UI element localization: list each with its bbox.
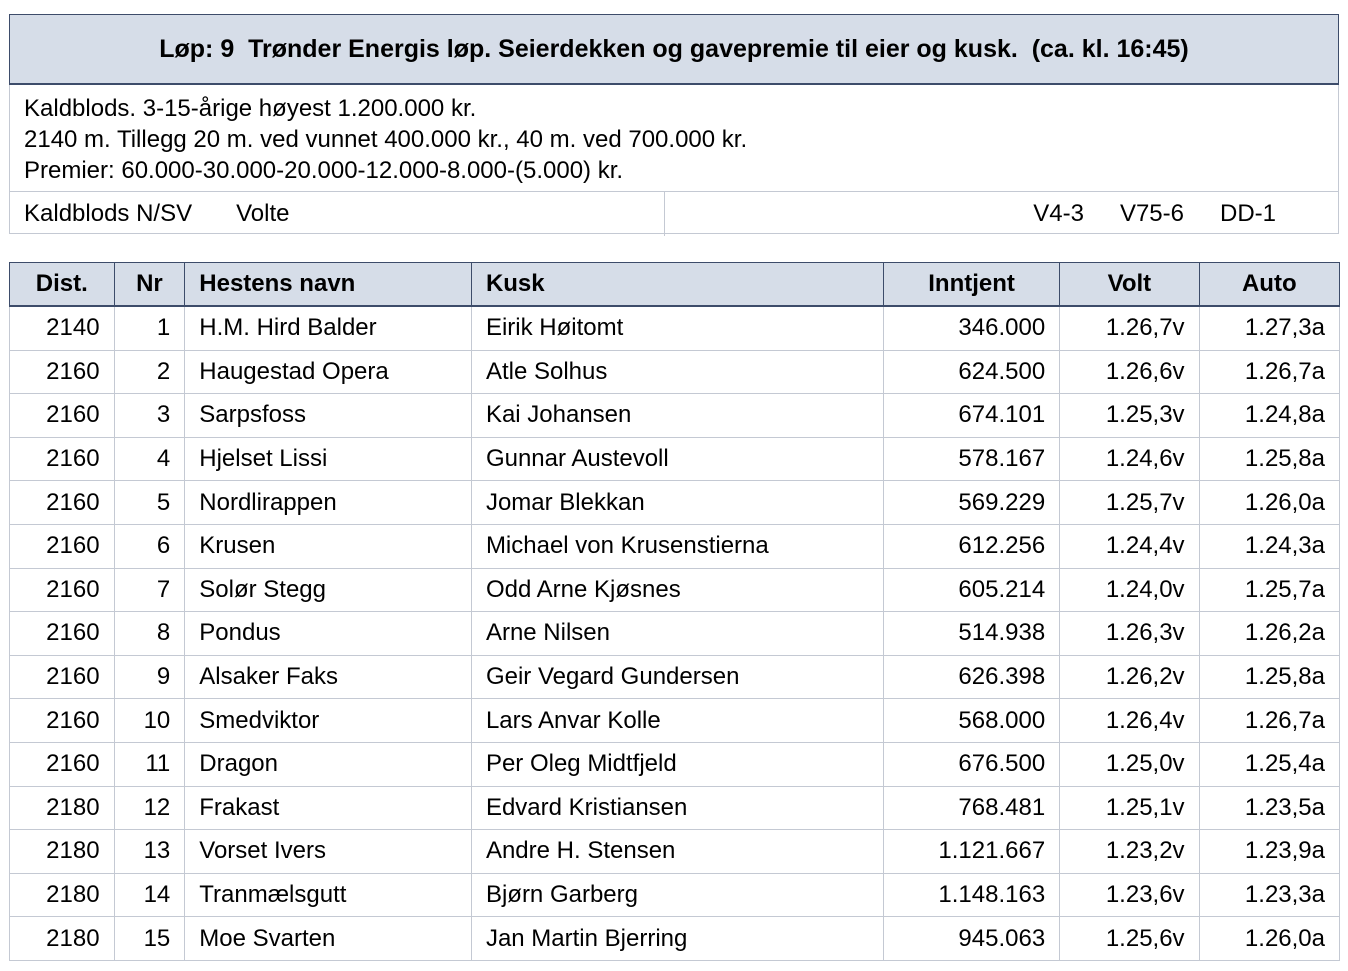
auto-cell: 1.26,2a	[1199, 612, 1339, 656]
nr-cell: 5	[114, 481, 185, 525]
header-dist: Dist.	[10, 263, 115, 307]
nr-cell: 3	[114, 394, 185, 438]
nr-cell: 7	[114, 568, 185, 612]
nr-cell: 9	[114, 655, 185, 699]
driver-cell: Per Oleg Midtfjeld	[471, 742, 883, 786]
driver-cell: Jan Martin Bjerring	[471, 917, 883, 961]
dist-cell: 2160	[10, 568, 115, 612]
dist-cell: 2160	[10, 394, 115, 438]
table-row	[10, 568, 1340, 612]
earnings-cell: 626.398	[883, 655, 1059, 699]
dist-cell: 2160	[10, 655, 115, 699]
dist-cell: 2180	[10, 917, 115, 961]
driver-cell: Odd Arne Kjøsnes	[471, 568, 883, 612]
table-row	[10, 612, 1340, 656]
table-row	[10, 917, 1340, 961]
driver-cell: Edvard Kristiansen	[471, 786, 883, 830]
auto-cell: 1.25,8a	[1199, 437, 1339, 481]
table-row	[10, 481, 1340, 525]
driver-cell: Bjørn Garberg	[471, 873, 883, 917]
horse-name-cell: Krusen	[185, 524, 472, 568]
race-footer	[10, 192, 1338, 236]
nr-cell: 12	[114, 786, 185, 830]
auto-cell: 1.26,7a	[1199, 350, 1339, 394]
nr-cell: 10	[114, 699, 185, 743]
horse-name-cell: Tranmælsgutt	[185, 873, 472, 917]
auto-cell: 1.24,8a	[1199, 394, 1339, 438]
game-types	[665, 192, 1338, 236]
volt-cell: 1.25,0v	[1060, 742, 1199, 786]
auto-cell: 1.27,3a	[1199, 306, 1339, 350]
earnings-cell: 945.063	[883, 917, 1059, 961]
nr-cell: 15	[114, 917, 185, 961]
dist-cell: 2160	[10, 742, 115, 786]
nr-cell: 13	[114, 830, 185, 874]
nr-cell: 6	[114, 524, 185, 568]
volt-cell: 1.26,6v	[1060, 350, 1199, 394]
table-row	[10, 655, 1340, 699]
game-type: V4-3	[1033, 200, 1084, 227]
race-condition-line: Premier: 60.000-30.000-20.000-12.000-8.000-(5.000) kr.	[24, 157, 624, 184]
horse-name-cell: Alsaker Faks	[185, 655, 472, 699]
driver-cell: Lars Anvar Kolle	[471, 699, 883, 743]
volt-cell: 1.26,4v	[1060, 699, 1199, 743]
header-volt: Volt	[1060, 263, 1199, 307]
driver-cell: Michael von Krusenstierna	[471, 524, 883, 568]
horse-name-cell: Pondus	[185, 612, 472, 656]
driver-cell: Arne Nilsen	[471, 612, 883, 656]
nr-cell: 8	[114, 612, 185, 656]
horse-name-cell: H.M. Hird Balder	[185, 306, 472, 350]
earnings-cell: 676.500	[883, 742, 1059, 786]
earnings-cell: 569.229	[883, 481, 1059, 525]
header-driver: Kusk	[471, 263, 883, 307]
dist-cell: 2160	[10, 612, 115, 656]
auto-cell: 1.26,7a	[1199, 699, 1339, 743]
table-header-row	[10, 263, 1340, 307]
auto-cell: 1.25,7a	[1199, 568, 1339, 612]
auto-cell: 1.23,3a	[1199, 873, 1339, 917]
nr-cell: 14	[114, 873, 185, 917]
volt-cell: 1.24,0v	[1060, 568, 1199, 612]
nr-cell: 4	[114, 437, 185, 481]
auto-cell: 1.24,3a	[1199, 524, 1339, 568]
volt-cell: 1.25,1v	[1060, 786, 1199, 830]
earnings-cell: 578.167	[883, 437, 1059, 481]
volt-cell: 1.25,3v	[1060, 394, 1199, 438]
driver-cell: Eirik Høitomt	[471, 306, 883, 350]
table-row	[10, 437, 1340, 481]
starters-table	[9, 262, 1340, 961]
table-row	[10, 873, 1340, 917]
dist-cell: 2160	[10, 437, 115, 481]
horse-name-cell: Moe Svarten	[185, 917, 472, 961]
table-row	[10, 350, 1340, 394]
race-header	[9, 14, 1339, 234]
horse-name-cell: Dragon	[185, 742, 472, 786]
earnings-cell: 1.121.667	[883, 830, 1059, 874]
horse-name-cell: Hjelset Lissi	[185, 437, 472, 481]
auto-cell: 1.23,9a	[1199, 830, 1339, 874]
race-condition-line: Kaldblods. 3-15-årige høyest 1.200.000 kr.	[24, 95, 477, 122]
horse-name-cell: Nordlirappen	[185, 481, 472, 525]
auto-cell: 1.23,5a	[1199, 786, 1339, 830]
table-row	[10, 524, 1340, 568]
horse-name-cell: Haugestad Opera	[185, 350, 472, 394]
dist-cell: 2160	[10, 699, 115, 743]
table-row	[10, 830, 1340, 874]
dist-cell: 2180	[10, 786, 115, 830]
auto-cell: 1.25,4a	[1199, 742, 1339, 786]
earnings-cell: 568.000	[883, 699, 1059, 743]
earnings-cell: 1.148.163	[883, 873, 1059, 917]
dist-cell: 2160	[10, 524, 115, 568]
driver-cell: Andre H. Stensen	[471, 830, 883, 874]
table-row	[10, 699, 1340, 743]
volt-cell: 1.23,6v	[1060, 873, 1199, 917]
dist-cell: 2160	[10, 481, 115, 525]
earnings-cell: 624.500	[883, 350, 1059, 394]
dist-cell: 2160	[10, 350, 115, 394]
start-method: Volte	[236, 200, 290, 227]
header-auto: Auto	[1199, 263, 1339, 307]
race-conditions	[10, 85, 1338, 192]
header-nr: Nr	[114, 263, 185, 307]
volt-cell: 1.26,2v	[1060, 655, 1199, 699]
earnings-cell: 346.000	[883, 306, 1059, 350]
auto-cell: 1.26,0a	[1199, 481, 1339, 525]
volt-cell: 1.24,6v	[1060, 437, 1199, 481]
game-type: V75-6	[1119, 200, 1184, 227]
horse-name-cell: Smedviktor	[185, 699, 472, 743]
earnings-cell: 674.101	[883, 394, 1059, 438]
horse-name-cell: Vorset Ivers	[185, 830, 472, 874]
volt-cell: 1.24,4v	[1060, 524, 1199, 568]
nr-cell: 2	[114, 350, 185, 394]
auto-cell: 1.26,0a	[1199, 917, 1339, 961]
horse-name-cell: Frakast	[185, 786, 472, 830]
dist-cell: 2180	[10, 873, 115, 917]
dist-cell: 2140	[10, 306, 115, 350]
table-row	[10, 786, 1340, 830]
header-horse-name: Hestens navn	[185, 263, 472, 307]
starters-body	[10, 306, 1340, 960]
race-condition-line: 2140 m. Tillegg 20 m. ved vunnet 400.000 kr., 40 m. ved 700.000 kr.	[24, 126, 748, 153]
earnings-cell: 768.481	[883, 786, 1059, 830]
table-row	[10, 394, 1340, 438]
nr-cell: 11	[114, 742, 185, 786]
horse-name-cell: Solør Stegg	[185, 568, 472, 612]
earnings-cell: 514.938	[883, 612, 1059, 656]
driver-cell: Atle Solhus	[471, 350, 883, 394]
nr-cell: 1	[114, 306, 185, 350]
driver-cell: Geir Vegard Gundersen	[471, 655, 883, 699]
table-row	[10, 742, 1340, 786]
table-row	[10, 306, 1340, 350]
auto-cell: 1.25,8a	[1199, 655, 1339, 699]
horse-name-cell: Sarpsfoss	[185, 394, 472, 438]
driver-cell: Kai Johansen	[471, 394, 883, 438]
race-info	[10, 192, 665, 236]
race-title: Løp: 9 Trønder Energis løp. Seierdekken og gavepremie til eier og kusk. (ca. kl. 16:45)	[9, 14, 1339, 85]
race-category: Kaldblods N/SV	[24, 200, 193, 227]
game-type: DD-1	[1219, 200, 1276, 227]
volt-cell: 1.25,6v	[1060, 917, 1199, 961]
dist-cell: 2180	[10, 830, 115, 874]
earnings-cell: 605.214	[883, 568, 1059, 612]
driver-cell: Gunnar Austevoll	[471, 437, 883, 481]
volt-cell: 1.25,7v	[1060, 481, 1199, 525]
volt-cell: 1.26,7v	[1060, 306, 1199, 350]
volt-cell: 1.26,3v	[1060, 612, 1199, 656]
earnings-cell: 612.256	[883, 524, 1059, 568]
driver-cell: Jomar Blekkan	[471, 481, 883, 525]
volt-cell: 1.23,2v	[1060, 830, 1199, 874]
header-earnings: Inntjent	[883, 263, 1059, 307]
